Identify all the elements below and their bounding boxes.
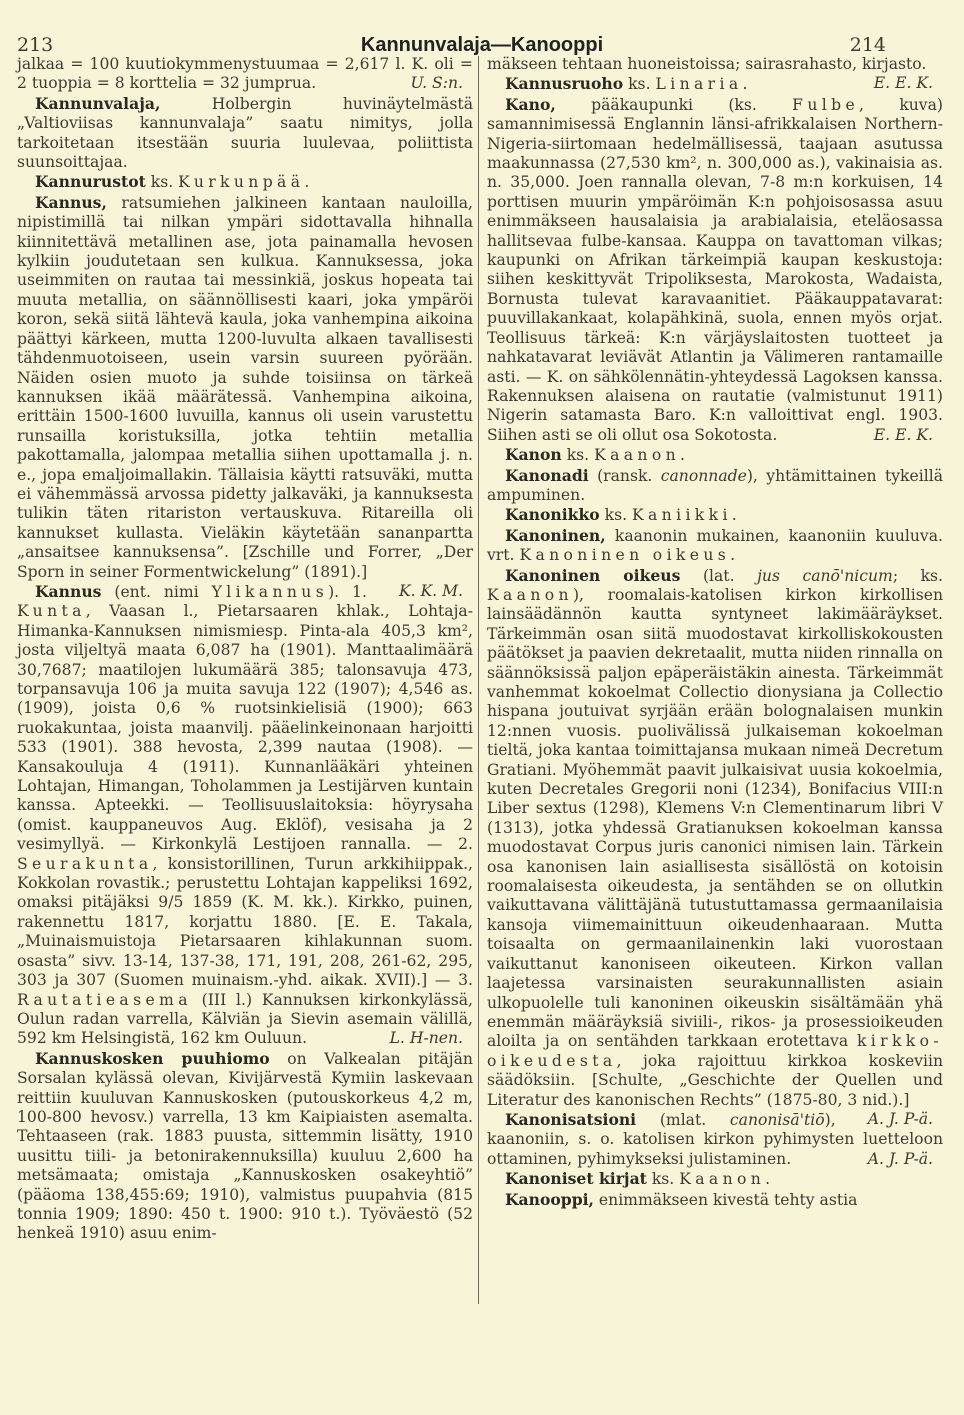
entry-text: ks. xyxy=(145,173,179,192)
encyclopedia-entry xyxy=(487,505,943,525)
entry-headword: Kanonadi xyxy=(505,465,589,485)
entry-headword: Kanoniset kirjat xyxy=(505,1169,647,1189)
entry-text: kaanonin mukainen, kaanoniin kuuluva. vrt. xyxy=(487,526,943,565)
encyclopedia-entry xyxy=(487,466,943,506)
entry-text: ratsumiehen jalkineen kantaan nauloilla, nipistimillä tai nilkan ympäri sidottavalla hihnalla kiinnitettävä metallinen ase, jota painamalla hevosen kylkiin joudutetaan sen kulkua. Kannuksessa, joka useimmiten on rautaa tai messinkiä, joskus hopeata tai muuta metallia, on säännöllisesti kaari, joka ympäröi koron, sekä siitä lähtevä kaula, joka vanhempina aikoina päättyi kärkeen, mutta 1200-luvulta alkaen tavallisesti tähdenmuotoiseen, usein varsin suureen pyörään. Näiden osien muoto ja suhde toisiinsa on tärkeä kannuksen ikää määrätessä. Vanhempina aikoina, erittäin 1500-1600 luvuilla, kannus oli usein varustettu runsailla koristuksilla, jotka tehtiin metallia pakottamalla, jalompaa metallia siihen upottamalla j. n. e., jopa emaljoimallakin. Tällaisia käytti ratsuväki, mutta ei vähemmässä arvossa pidetty jalkaväki, ja kannuksesta tulikin täten ritariston vertauskuva. Ritareilla oli kannukset kullasta. Vieläkin käytetään sananpartta „ansaitsee kannuksensa”. [Zschille und Forrer, „Der Sporn in seiner Formentwickelung” (1891).] xyxy=(17,193,473,581)
entry-text: , kuva) samannimisessä Englannin länsi-afrikkalaisen Northern-Nigeria-siirtomaan hedelmällisessä, taajaan asutussa maakunnassa (27,530 km², n. 300,000 as.), vakinaisia as. n. 35,000. Joen rannalla olevan, 7-8 m:n korkuisen, 14 porttisen muurin ympäröimän K:n pohjoisosassa asuu enimmäkseen hausalaisia ja arabialaisia, eteläosassa hallitsevaa fulbe-kansaa. Kauppa on tavattoman vilkas; kaupunki on Afrikan tärkeimpiä kaupan keskustoja: siihen keskittyvät Tripoliksesta, Marokosta, Wadaista, Bornusta tulevat karavaanitiet. Pääkauppatavarat: puuvillakankaat, kolapähkinä, suola, ennen myös orjat. Teollisuus tärkeä: K:n värjäyslaitosten tuotteet ja nahkatavarat leviävät Atlantin ja Välimeren rantamaille asti. — K. on sähkölennätin-yhteydessä Lagoksen kanssa. Rakennuksen alaisena on rautatie (valmistunut 1911) Nigerin satamasta Baro. K:n valloittivat engl. 1903. Siihen asti se oli ollut osa Sokotosta. xyxy=(487,95,943,444)
entry-headword: Kanoninen oikeus xyxy=(505,565,681,585)
cross-reference: Ylikannus xyxy=(211,582,329,601)
entry-text: on Valkealan pitäjän Sorsalan kylässä olevan, Kivijärvestä Kymiin laskevaan reittiin kuuluvan Kannuskosken (putouskorkeus 4,2 m, 100-800 hevosv.) varrella, 13 km Kaipiaisten asemalta. Tehtaaseen (rak. 1883 puusta, sittemmin lisätty, 1910 uusittu tiili- ja betonirakennuksilla) kuuluu 2,600 ha metsämaata; omistaja „Kannuskosken osakeyhtiö” (pääoma 138,455:69; 1910), valmistus puupahvia (815 tonnia 1909; 1890: 450 t. 1900: 910 t.). Työväestö (52 henkeä 1910) asuu enim- xyxy=(17,1049,473,1243)
entry-text: . xyxy=(765,1170,771,1189)
entry-text: ), yhtämittainen tykeillä ampuminen. xyxy=(487,466,943,504)
entry-text: . xyxy=(304,173,310,192)
author-signature: E. E. K. xyxy=(873,425,933,444)
left-column xyxy=(17,55,473,1244)
encyclopedia-entry xyxy=(487,1169,943,1189)
entry-headword: Kannuskosken puuhiomo xyxy=(35,1048,270,1068)
entry-headword: Kannus xyxy=(35,581,102,601)
entry-headword: Kanonikko xyxy=(505,505,600,525)
author-signature: A. J. P-ä. xyxy=(867,1149,933,1168)
entry-text: ; ks. xyxy=(892,566,943,585)
encyclopedia-entry xyxy=(17,55,473,94)
author-signature: U. S:n. xyxy=(410,74,463,93)
right-column xyxy=(487,55,943,1210)
cross-reference: Kaanon xyxy=(487,585,573,604)
encyclopedia-entry xyxy=(487,1190,943,1210)
entry-text: pääkaupunki (ks. xyxy=(555,95,793,114)
entry-text: (ransk. xyxy=(588,466,661,485)
running-title: Kannunvalaja—Kanooppi xyxy=(360,34,604,56)
author-signature: K. K. M. xyxy=(398,581,463,600)
entry-text: . xyxy=(680,446,685,465)
encyclopedia-entry xyxy=(487,95,943,445)
entry-text: (lat. xyxy=(680,566,758,585)
entry-text: ks. xyxy=(646,1170,680,1189)
cross-reference: Kanoninen oikeus xyxy=(519,546,731,565)
page-number-left: 213 xyxy=(17,34,54,56)
entry-text: . xyxy=(742,75,748,94)
entry-text: ), kaanoniin, s. o. katolisen kirkon pyhimysten luetteloon ottaminen, pyhimykseksi julistaminen. xyxy=(487,1110,943,1168)
cross-reference: Kaniikki xyxy=(632,506,732,525)
entry-text: (ent. nimi xyxy=(101,582,212,601)
encyclopedia-entry xyxy=(487,445,943,465)
entry-headword: Kanon xyxy=(505,445,562,465)
page-number-right: 214 xyxy=(849,34,886,56)
entry-text: ). 1. xyxy=(328,582,367,601)
entry-text: . xyxy=(731,506,737,525)
entry-headword: Kano, xyxy=(505,94,556,114)
entry-headword: Kanonisatsioni xyxy=(505,1109,637,1129)
cross-reference: Kaanon xyxy=(679,1170,766,1189)
encyclopedia-entry xyxy=(17,94,473,173)
foreign-term: jus canō'nicum xyxy=(757,566,893,585)
entry-text: ks. xyxy=(599,506,632,525)
entry-text: , konsistorillinen, Turun arkkihiippak., Kokkolan rovastik.; perustettu Lohtajan kappeliksi 1692, omaksi pitäjäksi 9/5 1859 (K. M. kk.). Kirkko, puinen, rakennettu 1817, korjattu 1880. [E. E. Takala, „Muinaismuistoja Pietarsaaren kihlakunnan suom. osasta” sivv. 13-14, 137-38, 171, 191, 208, 261-62, 295, 303 ja 307 (Suomen muinaism.-yhd. aikak. XVII).] — 3. xyxy=(17,854,473,990)
entry-headword: Kannusruoho xyxy=(505,74,624,94)
cross-reference: Rautatieasema xyxy=(17,990,192,1009)
entry-headword: Kannurustot xyxy=(35,172,146,192)
column-divider xyxy=(478,56,479,1304)
foreign-term: canonnade xyxy=(660,466,747,485)
cross-reference: Kunta xyxy=(17,602,86,621)
encyclopedia-entry xyxy=(17,172,473,192)
encyclopedia-entry xyxy=(17,1049,473,1244)
author-signature: A. J. P-ä. xyxy=(867,1109,933,1128)
cross-reference: Kaanon xyxy=(594,446,680,465)
foreign-term: canonisā'tiō xyxy=(729,1110,825,1129)
entry-headword: Kanooppi, xyxy=(505,1189,594,1209)
cross-reference: kirkko-oikeudesta xyxy=(487,1032,943,1070)
entry-headword: Kannus, xyxy=(35,192,107,212)
entry-text: (III l.) Kannuksen kirkonkylässä, Oulun radan varrella, Kälviän ja Sievin asemain välillä, 592 km Helsingistä, 162 km Ouluun. xyxy=(17,990,473,1048)
entry-text: ), roomalais-katolisen kirkon kirkollisen lainsäädännön kautta syntyneet lakimääräykset. Tärkeimmän osan siitä muodostavat kirkolliskokousten päätökset ja paavien dekretaalit, mutta niiden rinnalla on säännöksissä paljon epäperäistäkin ainesta. Tärkeimmät vanhemmat kokoelmat Collectio dionysiana ja Collectio hispana joutuivat syrjään erään bolognalaisen munkin 12:nnen vuosis. puolivälissä julkaiseman kokoelman tieltä, joka kantaa toimittajansa mukaan nimeä Decretum Gratiani. Myöhemmät paavit julkaisivat uusia kokoelmia, kuten Decretales Gregorii noni (1234), Bonifacius VIII:n Liber sextus (1298), Klemens V:n Clementinarum libri V (1313), jotka yhdessä Gratianuksen kokoelman kanssa muodostavat Corpus juris canonici nimisen lain. Tärkein osa kanonisen lain asiallisesta sisällöstä on kotoisin roomalaisesta oikeudesta, ja sentähden se on ollutkin vaikuttavana välittäjänä tutustuttamassa germaanilaisia kansoja viimemainittuun oikeudenhaaraan. Mutta toisaalta on germaanilainenkin laki vuorostaan vaikuttanut kanoniseen oikeuteen. Kirkon vallan laajetessa varsinaisten seurakunnallisten asiain ulkopuolelle tuli kanoninen oikeuskin sisältämään yhä enemmän määräyksiä siviili-, rikos- ja prosessioikeuden aloilta ja on sentähden tarkkaan erotettava xyxy=(487,585,943,1051)
entry-text: . xyxy=(730,546,736,565)
encyclopedia-entry xyxy=(17,582,473,1049)
entry-text: , Vaasan l., Pietarsaaren khlak., Lohtaja-Himanka-Kannuksen nimismiesp. Pinta-ala 405,3 km², josta viljeltyä maata 6,087 ha (1901). Manttaalimäärä 30,7687; maatilojen lukumäärä 385; talonsavuja 473, torpansavuja 106 ja muita savuja 122 (1907); 4,546 as. (1909), joista 0,6 % ruotsinkielisiä (1900); 663 ruokakuntaa, joista maanvilj. pääelinkeinonaan harjoitti 533 (1901). 388 hevosta, 2,399 nautaa (1908). — Kansakouluja 4 (1911). Kunnanlääkäri yhteinen Lohtajan, Himangan, Toholammen ja Lestijärven kuntain kanssa. Apteekki. — Teollisuuslaitoksia: höyrysaha (omist. kauppaneuvos Aug. Eklöf), vesisaha ja 2 vesimyllyä. — Kirkonkylä Lestijoen rannalla. — 2. xyxy=(17,602,473,854)
entry-headword: Kanoninen, xyxy=(505,525,606,545)
entry-text: Holbergin huvinäytelmästä „Valtioviisas kannunvalaja” saatu nimitys, jolla tarkoitetaan itsestään suuria luulevaa, poliittista suunsoittajaa. xyxy=(17,94,473,172)
entry-text: , joka rajoittuu kirkkoa koskeviin säädöksiin. [Schulte, „Geschichte der Quellen und Literatur des kanonischen Rechts” (1875-80, 3 nid.).] xyxy=(487,1051,943,1109)
entry-text: mäkseen tehtaan huoneistoissa; sairasrahasto, kirjasto. xyxy=(487,55,927,73)
cross-reference: Kurkunpää xyxy=(178,173,305,192)
cross-reference: Fulbe xyxy=(792,95,860,114)
cross-reference: Linaria xyxy=(655,75,743,94)
entry-text: ks. xyxy=(561,446,595,465)
cross-reference: Seurakunta xyxy=(17,854,153,873)
entry-text: jalkaa = 100 kuutiokymmenystuumaa = 2,617 l. K. oli = 2 tuoppia = 8 korttelia = 32 jumprua. xyxy=(17,55,473,93)
entry-headword: Kannunvalaja, xyxy=(35,93,161,113)
author-signature: L. H-nen. xyxy=(389,1029,463,1048)
entry-text: (mlat. xyxy=(636,1110,730,1129)
entry-text: ks. xyxy=(623,75,656,94)
encyclopedia-entry xyxy=(487,526,943,566)
entry-text: enimmäkseen kivestä tehty astia xyxy=(593,1190,858,1209)
author-signature: E. E. K. xyxy=(873,74,933,93)
